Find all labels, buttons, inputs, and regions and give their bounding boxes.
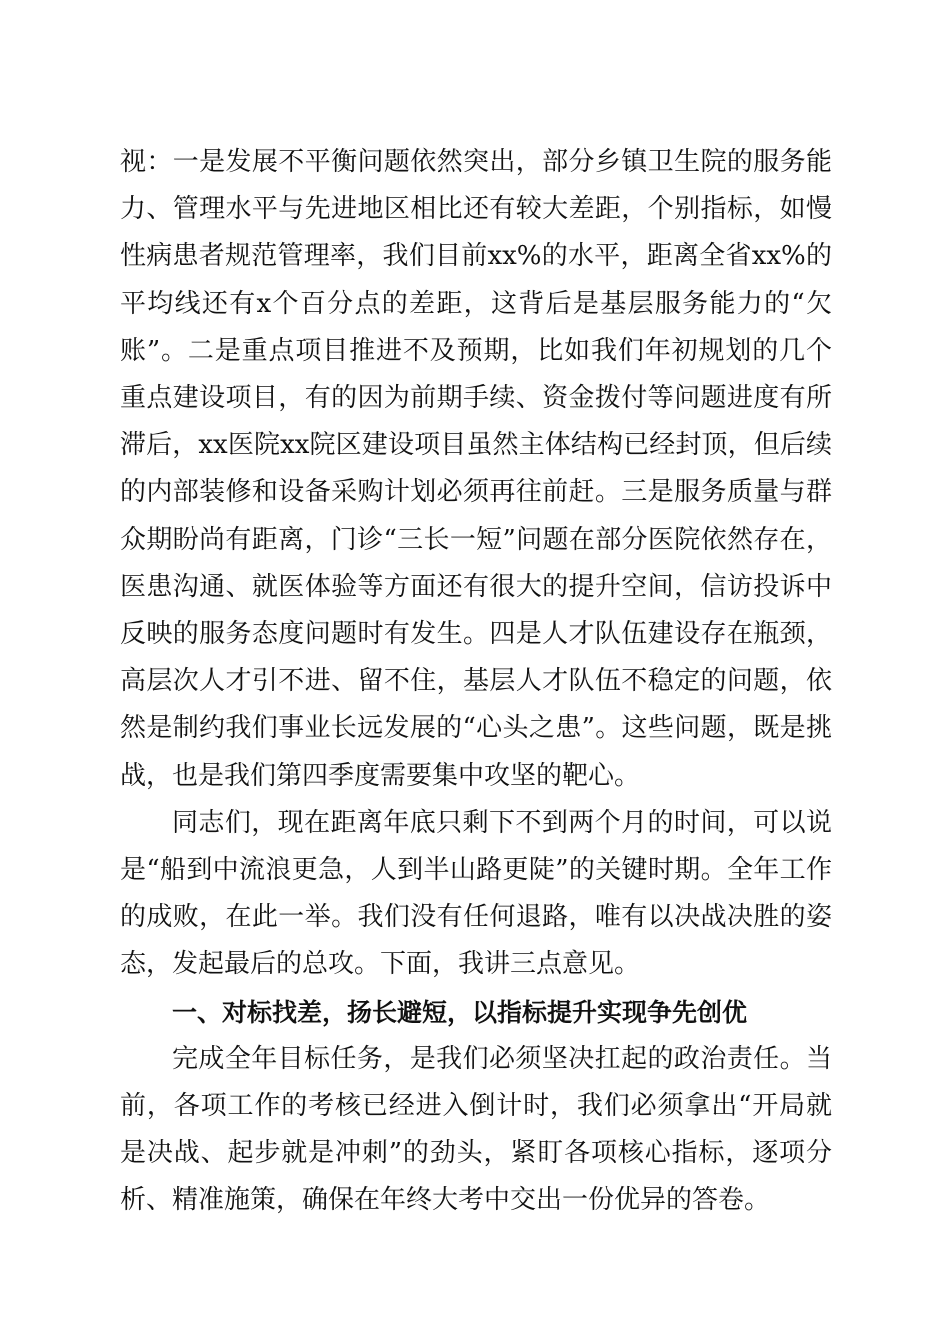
paragraph-comrades: 同志们，现在距离年底只剩下不到两个月的时间，可以说是“船到中流浪更急，人到半山路更陡”的关键时期。全年工作的成败，在此一举。我们没有任何退路，唯有以决战决胜的姿态，发起最后的总攻。下面，我讲三点意见。 (120, 807, 832, 980)
section-heading-one: 一、对标找差，扬长避短，以指标提升实现争先创优 (172, 997, 748, 1027)
paragraph-annual-goals: 完成全年目标任务，是我们必须坚决扛起的政治责任。当前，各项工作的考核已经进入倒计时，我们必须拿出“开局就是决战、起步就是冲刺”的劲头，紧盯各项核心指标，逐项分析、精准施策，确保在年终大考中交出一份优异的答卷。 (120, 1043, 832, 1216)
paragraph-problems: 视：一是发展不平衡问题依然突出，部分乡镇卫生院的服务能力、管理水平与先进地区相比还有较大差距，个别指标，如慢性病患者规范管理率，我们目前xx%的水平，距离全省xx%的平均线还有x个百分点的差距，这背后是基层服务能力的“欠账”。二是重点项目推进不及预期，比如我们年初规划的几个重点建设项目，有的因为前期手续、资金拨付等问题进度有所滞后，xx医院xx院区建设项目虽然主体结构已经封顶，但后续的内部装修和设备采购计划必须再往前赶。三是服务质量与群众期盼尚有距离，门诊“三长一短”问题在部分医院依然存在，医患沟通、就医体验等方面还有很大的提升空间，信访投诉中反映的服务态度问题时有发生。四是人才队伍建设存在瓶颈，高层次人才引不进、留不住，基层人才队伍不稳定的问题，依然是制约我们事业长远发展的“心头之患”。这些问题，既是挑战，也是我们第四季度需要集中攻坚的靶心。 (120, 147, 832, 791)
document-body (120, 139, 832, 1225)
